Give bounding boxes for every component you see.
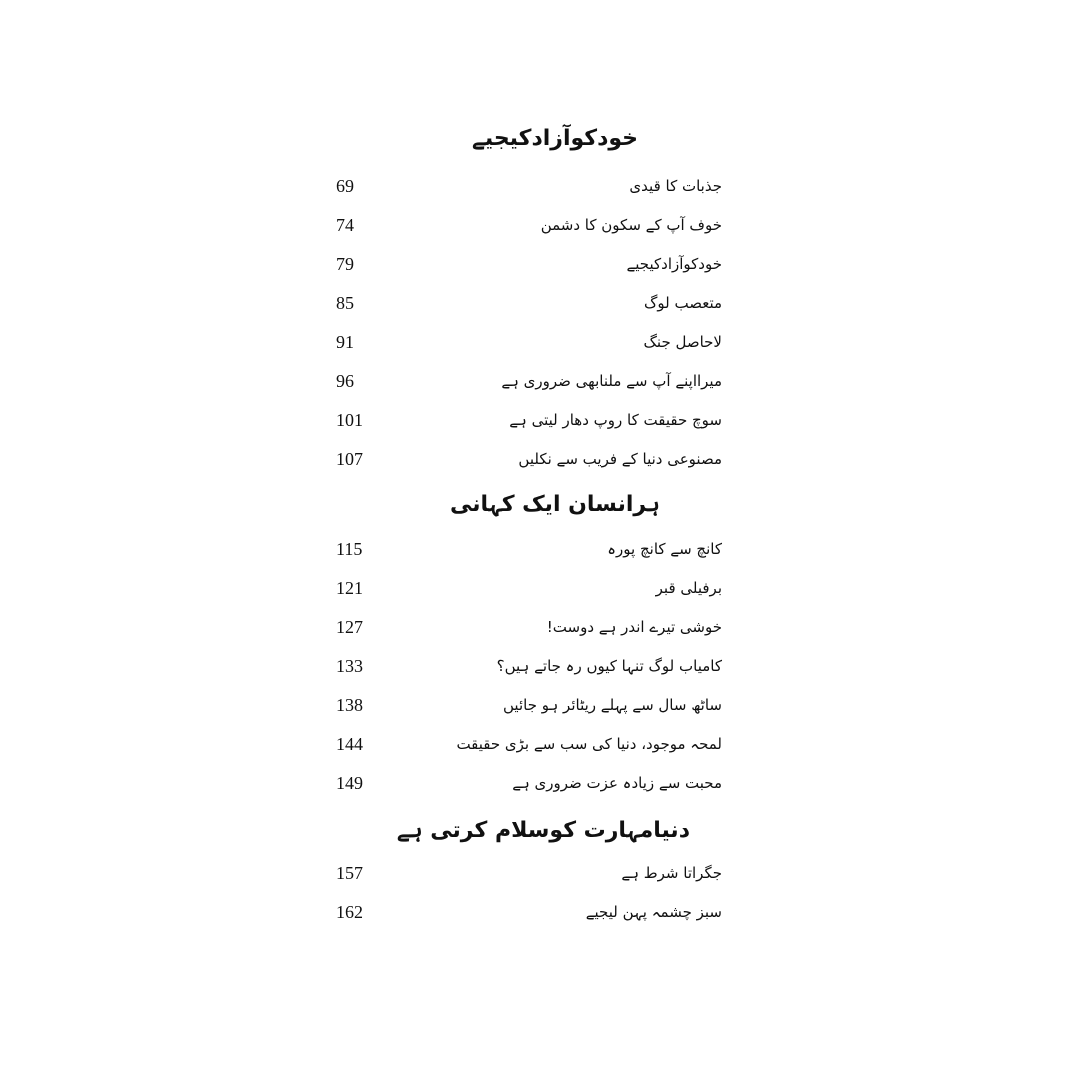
- toc-entry[interactable]: [330, 405, 722, 435]
- toc-entry[interactable]: [330, 210, 722, 240]
- entry-page-number: 157: [336, 863, 363, 883]
- toc-entry[interactable]: [330, 327, 722, 357]
- entry-title: کامیاب لوگ تنہا کیوں رہ جاتے ہیں؟: [496, 657, 722, 675]
- entry-title: سوچ حقیقت کا روپ دھار لیتی ہے: [509, 411, 722, 429]
- toc-entry[interactable]: [330, 768, 722, 798]
- entry-title: لمحہ موجود، دنیا کی سب سے بڑی حقیقت: [456, 735, 722, 753]
- entry-title: مصنوعی دنیا کے فریب سے نکلیں: [518, 450, 722, 468]
- entry-page-number: 162: [336, 902, 363, 922]
- toc-entry[interactable]: [330, 249, 722, 279]
- entry-title: برفیلی قبر: [655, 579, 722, 597]
- entry-page-number: 96: [336, 371, 354, 391]
- entry-page-number: 91: [336, 332, 354, 352]
- toc-entry[interactable]: [330, 171, 722, 201]
- entry-title: محبت سے زیادہ عزت ضروری ہے: [512, 774, 722, 792]
- entry-title: خوشی تیرے اندر ہے دوست!: [546, 618, 722, 636]
- toc-entry[interactable]: [330, 573, 722, 603]
- entry-title: لاحاصل جنگ: [643, 333, 722, 351]
- entry-title: متعصب لوگ: [643, 294, 722, 312]
- entry-page-number: 138: [336, 695, 363, 715]
- entry-page-number: 115: [336, 539, 363, 559]
- entry-page-number: 107: [336, 449, 363, 469]
- entry-page-number: 85: [336, 293, 354, 313]
- entry-title: میرااپنے آپ سے ملنابھی ضروری ہے: [501, 372, 722, 390]
- entry-page-number: 127: [336, 617, 363, 637]
- section-heading: ہرانسان ایک کہانی: [450, 492, 660, 517]
- entry-page-number: 69: [336, 176, 354, 196]
- entry-title: کانچ سے کانچ پورہ: [607, 540, 722, 558]
- entry-title: سبز چشمہ پہن لیجیے: [585, 903, 722, 921]
- toc-entry[interactable]: [330, 690, 722, 720]
- entry-page-number: 133: [336, 656, 363, 676]
- entry-title: جگراتا شرط ہے: [621, 864, 722, 882]
- toc-entry[interactable]: [330, 366, 722, 396]
- entry-page-number: 101: [336, 410, 363, 430]
- entry-title: خودکوآزادکیجیے: [626, 255, 722, 273]
- section-heading: خودکوآزادکیجیے: [471, 126, 639, 151]
- entry-title: خوف آپ کے سکون کا دشمن: [540, 216, 722, 234]
- entry-page-number: 79: [336, 254, 354, 274]
- toc-entry[interactable]: [330, 729, 722, 759]
- entry-page-number: 144: [336, 734, 363, 754]
- toc-entry[interactable]: [330, 444, 722, 474]
- entry-title: ساٹھ سال سے پہلے ریٹائر ہو جائیں: [503, 696, 722, 714]
- toc-entry[interactable]: [330, 612, 722, 642]
- section-heading: دنیامہارت کوسلام کرتی ہے: [396, 818, 690, 843]
- toc-entry[interactable]: [330, 288, 722, 318]
- entry-page-number: 149: [336, 773, 363, 793]
- toc-entry[interactable]: [330, 897, 722, 927]
- entry-page-number: 121: [336, 578, 363, 598]
- toc-entry[interactable]: [330, 651, 722, 681]
- toc-entry[interactable]: [330, 534, 722, 564]
- entry-title: جذبات کا قیدی: [629, 177, 722, 195]
- entry-page-number: 74: [336, 215, 354, 235]
- toc-entry[interactable]: [330, 858, 722, 888]
